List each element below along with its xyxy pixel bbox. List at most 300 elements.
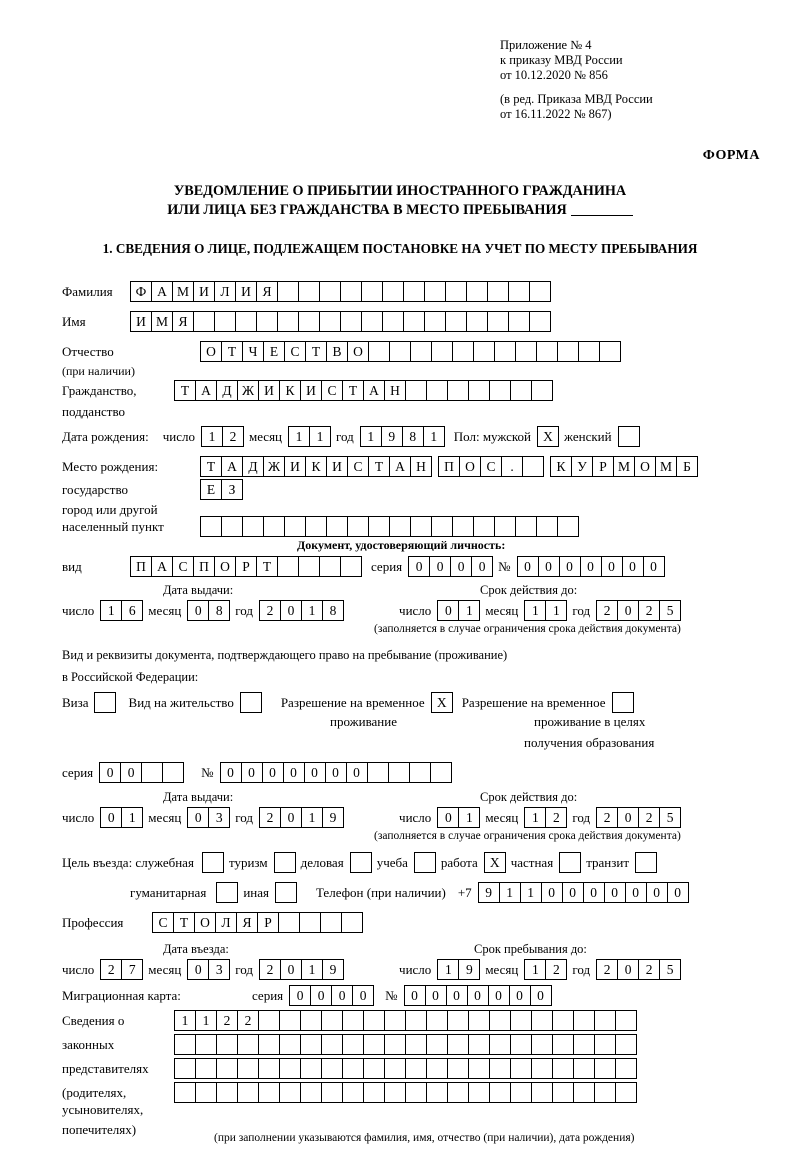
- form-cell[interactable]: П: [193, 556, 215, 577]
- form-cell[interactable]: [237, 1058, 259, 1079]
- form-cell[interactable]: 0: [280, 959, 302, 980]
- form-cell[interactable]: [363, 1010, 385, 1031]
- form-cell[interactable]: [426, 1058, 448, 1079]
- form-cell[interactable]: 0: [646, 882, 668, 903]
- form-cell[interactable]: 2: [638, 807, 660, 828]
- form-cell[interactable]: К: [279, 380, 301, 401]
- form-cell[interactable]: 0: [404, 985, 426, 1006]
- form-cell[interactable]: [559, 852, 581, 873]
- form-cell[interactable]: [405, 1058, 427, 1079]
- form-cell[interactable]: О: [347, 341, 369, 362]
- form-cell[interactable]: И: [130, 311, 152, 332]
- form-cell[interactable]: М: [151, 311, 173, 332]
- form-cell[interactable]: 1: [458, 807, 480, 828]
- form-cell[interactable]: 0: [99, 762, 121, 783]
- birth-year-boxes[interactable]: [360, 426, 444, 447]
- form-cell[interactable]: Д: [216, 380, 238, 401]
- form-cell[interactable]: Т: [221, 341, 243, 362]
- form-cell[interactable]: [447, 1082, 469, 1103]
- form-cell[interactable]: Ж: [237, 380, 259, 401]
- form-cell[interactable]: И: [300, 380, 322, 401]
- form-cell[interactable]: [342, 1010, 364, 1031]
- form-cell[interactable]: [473, 341, 495, 362]
- form-cell[interactable]: [216, 1034, 238, 1055]
- form-cell[interactable]: [384, 1082, 406, 1103]
- form-cell[interactable]: Т: [368, 456, 390, 477]
- form-cell[interactable]: А: [151, 556, 173, 577]
- form-cell[interactable]: 9: [381, 426, 403, 447]
- form-cell[interactable]: [305, 516, 327, 537]
- form-cell[interactable]: [240, 692, 262, 713]
- form-cell[interactable]: [258, 1082, 280, 1103]
- form-cell[interactable]: С: [284, 341, 306, 362]
- purpose-work-checkbox[interactable]: [484, 852, 505, 873]
- doc-issue-month-boxes[interactable]: [187, 600, 229, 621]
- form-cell[interactable]: [594, 1058, 616, 1079]
- form-cell[interactable]: [557, 516, 579, 537]
- form-cell[interactable]: 1: [301, 600, 323, 621]
- form-cell[interactable]: [466, 311, 488, 332]
- form-cell[interactable]: 0: [425, 985, 447, 1006]
- form-cell[interactable]: 0: [437, 600, 459, 621]
- form-cell[interactable]: 2: [259, 600, 281, 621]
- form-cell[interactable]: 1: [437, 959, 459, 980]
- form-cell[interactable]: Д: [242, 456, 264, 477]
- sex-male-checkbox[interactable]: [537, 426, 558, 447]
- form-cell[interactable]: 2: [222, 426, 244, 447]
- form-cell[interactable]: 0: [617, 600, 639, 621]
- form-cell[interactable]: [508, 311, 530, 332]
- form-cell[interactable]: [384, 1034, 406, 1055]
- form-cell[interactable]: 1: [499, 882, 521, 903]
- purpose-service-checkbox[interactable]: [202, 852, 223, 873]
- legal-rep-boxes-4[interactable]: [174, 1082, 636, 1103]
- form-cell[interactable]: 5: [659, 600, 681, 621]
- form-cell[interactable]: [494, 516, 516, 537]
- form-cell[interactable]: [367, 762, 389, 783]
- form-cell[interactable]: [350, 852, 372, 873]
- birth-day-boxes[interactable]: [201, 426, 243, 447]
- form-cell[interactable]: [536, 516, 558, 537]
- form-cell[interactable]: [341, 912, 363, 933]
- form-cell[interactable]: [426, 380, 448, 401]
- form-cell[interactable]: О: [194, 912, 216, 933]
- form-cell[interactable]: [242, 516, 264, 537]
- form-cell[interactable]: [468, 1034, 490, 1055]
- form-cell[interactable]: [279, 1058, 301, 1079]
- form-cell[interactable]: [342, 1034, 364, 1055]
- form-cell[interactable]: 3: [208, 959, 230, 980]
- migration-number-boxes[interactable]: [404, 985, 551, 1006]
- form-cell[interactable]: Т: [173, 912, 195, 933]
- form-cell[interactable]: [195, 1034, 217, 1055]
- form-cell[interactable]: [195, 1082, 217, 1103]
- form-cell[interactable]: О: [634, 456, 656, 477]
- form-cell[interactable]: [557, 341, 579, 362]
- form-cell[interactable]: З: [221, 479, 243, 500]
- form-cell[interactable]: 0: [467, 985, 489, 1006]
- legal-rep-boxes-1[interactable]: [174, 1010, 636, 1031]
- form-cell[interactable]: 0: [437, 807, 459, 828]
- form-cell[interactable]: 0: [220, 762, 242, 783]
- form-cell[interactable]: [321, 1082, 343, 1103]
- name-boxes[interactable]: [130, 311, 550, 332]
- form-cell[interactable]: [258, 1058, 280, 1079]
- form-cell[interactable]: [410, 516, 432, 537]
- form-cell[interactable]: [612, 692, 634, 713]
- form-cell[interactable]: [384, 1058, 406, 1079]
- form-cell[interactable]: [468, 1010, 490, 1031]
- form-cell[interactable]: [405, 1034, 427, 1055]
- form-cell[interactable]: 5: [659, 807, 681, 828]
- form-cell[interactable]: 0: [289, 985, 311, 1006]
- form-cell[interactable]: [237, 1082, 259, 1103]
- form-cell[interactable]: [274, 852, 296, 873]
- form-cell[interactable]: [508, 281, 530, 302]
- form-cell[interactable]: 0: [280, 600, 302, 621]
- form-cell[interactable]: [299, 912, 321, 933]
- form-cell[interactable]: [447, 1058, 469, 1079]
- form-cell[interactable]: [410, 341, 432, 362]
- doc-issue-day-boxes[interactable]: [100, 600, 142, 621]
- form-cell[interactable]: И: [258, 380, 280, 401]
- form-cell[interactable]: 8: [208, 600, 230, 621]
- form-cell[interactable]: [174, 1034, 196, 1055]
- form-cell[interactable]: 0: [446, 985, 468, 1006]
- form-cell[interactable]: 0: [325, 762, 347, 783]
- form-cell[interactable]: М: [613, 456, 635, 477]
- form-cell[interactable]: [298, 556, 320, 577]
- form-cell[interactable]: 0: [622, 556, 644, 577]
- form-cell[interactable]: [389, 516, 411, 537]
- patronymic-boxes[interactable]: [200, 341, 620, 362]
- form-cell[interactable]: 0: [120, 762, 142, 783]
- form-cell[interactable]: Б: [676, 456, 698, 477]
- purpose-other-checkbox[interactable]: [275, 882, 296, 903]
- form-cell[interactable]: 0: [187, 959, 209, 980]
- form-cell[interactable]: [237, 1034, 259, 1055]
- form-cell[interactable]: [298, 281, 320, 302]
- form-cell[interactable]: 1: [121, 807, 143, 828]
- form-cell[interactable]: 2: [545, 959, 567, 980]
- form-cell[interactable]: [279, 1034, 301, 1055]
- form-cell[interactable]: 2: [596, 600, 618, 621]
- form-cell[interactable]: [510, 1010, 532, 1031]
- form-cell[interactable]: 2: [545, 807, 567, 828]
- form-cell[interactable]: [531, 1010, 553, 1031]
- form-cell[interactable]: 0: [617, 959, 639, 980]
- form-cell[interactable]: [389, 341, 411, 362]
- form-cell[interactable]: [635, 852, 657, 873]
- form-cell[interactable]: [284, 516, 306, 537]
- form-cell[interactable]: С: [480, 456, 502, 477]
- form-cell[interactable]: [300, 1058, 322, 1079]
- form-cell[interactable]: 0: [187, 600, 209, 621]
- form-cell[interactable]: 0: [580, 556, 602, 577]
- form-cell[interactable]: [300, 1034, 322, 1055]
- form-cell[interactable]: 1: [301, 807, 323, 828]
- form-cell[interactable]: 0: [100, 807, 122, 828]
- form-cell[interactable]: 2: [638, 600, 660, 621]
- form-cell[interactable]: Р: [235, 556, 257, 577]
- stay-year-boxes[interactable]: [596, 959, 680, 980]
- form-cell[interactable]: [424, 311, 446, 332]
- form-cell[interactable]: [300, 1082, 322, 1103]
- form-cell[interactable]: 1: [545, 600, 567, 621]
- birth-city-boxes-row3[interactable]: [200, 516, 578, 537]
- form-cell[interactable]: [321, 1058, 343, 1079]
- temp-residence-checkbox[interactable]: [431, 692, 452, 713]
- form-cell[interactable]: [489, 1010, 511, 1031]
- form-cell[interactable]: Т: [174, 380, 196, 401]
- entry-day-boxes[interactable]: [100, 959, 142, 980]
- form-cell[interactable]: [409, 762, 431, 783]
- form-cell[interactable]: Я: [236, 912, 258, 933]
- form-cell[interactable]: [405, 1010, 427, 1031]
- form-cell[interactable]: 0: [617, 807, 639, 828]
- form-cell[interactable]: [515, 516, 537, 537]
- form-cell[interactable]: А: [363, 380, 385, 401]
- form-cell[interactable]: [277, 281, 299, 302]
- permit-number-boxes[interactable]: [220, 762, 451, 783]
- residence-permit-checkbox[interactable]: [240, 692, 261, 713]
- form-cell[interactable]: [319, 281, 341, 302]
- form-cell[interactable]: [487, 311, 509, 332]
- form-cell[interactable]: [531, 380, 553, 401]
- form-cell[interactable]: [615, 1058, 637, 1079]
- permit-valid-month-boxes[interactable]: [524, 807, 566, 828]
- form-cell[interactable]: [141, 762, 163, 783]
- form-cell[interactable]: [298, 311, 320, 332]
- form-cell[interactable]: [202, 852, 224, 873]
- purpose-humanitarian-checkbox[interactable]: [216, 882, 237, 903]
- form-cell[interactable]: 0: [601, 556, 623, 577]
- form-cell[interactable]: [368, 341, 390, 362]
- form-cell[interactable]: 0: [346, 762, 368, 783]
- form-cell[interactable]: [235, 311, 257, 332]
- form-cell[interactable]: [447, 1034, 469, 1055]
- form-cell[interactable]: 0: [187, 807, 209, 828]
- form-cell[interactable]: [489, 1058, 511, 1079]
- form-cell[interactable]: [368, 516, 390, 537]
- form-cell[interactable]: [342, 1082, 364, 1103]
- form-cell[interactable]: [347, 516, 369, 537]
- legal-rep-boxes-2[interactable]: [174, 1034, 636, 1055]
- form-cell[interactable]: [363, 1058, 385, 1079]
- form-cell[interactable]: С: [347, 456, 369, 477]
- form-cell[interactable]: 9: [478, 882, 500, 903]
- form-cell[interactable]: [388, 762, 410, 783]
- form-cell[interactable]: 2: [100, 959, 122, 980]
- form-cell[interactable]: [319, 556, 341, 577]
- form-cell[interactable]: [445, 311, 467, 332]
- form-cell[interactable]: Т: [342, 380, 364, 401]
- permit-issue-day-boxes[interactable]: [100, 807, 142, 828]
- form-cell[interactable]: Р: [257, 912, 279, 933]
- form-cell[interactable]: [277, 311, 299, 332]
- doc-valid-month-boxes[interactable]: [524, 600, 566, 621]
- form-cell[interactable]: [447, 380, 469, 401]
- form-cell[interactable]: [279, 1010, 301, 1031]
- form-cell[interactable]: [405, 380, 427, 401]
- form-cell[interactable]: [573, 1082, 595, 1103]
- legal-rep-boxes-3[interactable]: [174, 1058, 636, 1079]
- form-cell[interactable]: 0: [604, 882, 626, 903]
- form-cell[interactable]: [510, 380, 532, 401]
- form-cell[interactable]: С: [321, 380, 343, 401]
- form-cell[interactable]: 9: [322, 807, 344, 828]
- form-cell[interactable]: 2: [216, 1010, 238, 1031]
- form-cell[interactable]: 0: [517, 556, 539, 577]
- form-cell[interactable]: 1: [100, 600, 122, 621]
- form-cell[interactable]: П: [438, 456, 460, 477]
- form-cell[interactable]: [573, 1034, 595, 1055]
- form-cell[interactable]: [468, 380, 490, 401]
- form-cell[interactable]: [618, 426, 640, 447]
- form-cell[interactable]: [468, 1058, 490, 1079]
- form-cell[interactable]: 0: [643, 556, 665, 577]
- form-cell[interactable]: [216, 1082, 238, 1103]
- form-cell[interactable]: [594, 1082, 616, 1103]
- form-cell[interactable]: [552, 1082, 574, 1103]
- form-cell[interactable]: [510, 1058, 532, 1079]
- form-cell[interactable]: О: [200, 341, 222, 362]
- form-cell[interactable]: [361, 311, 383, 332]
- form-cell[interactable]: Я: [172, 311, 194, 332]
- form-cell[interactable]: 0: [488, 985, 510, 1006]
- form-cell[interactable]: Н: [410, 456, 432, 477]
- form-cell[interactable]: 1: [309, 426, 331, 447]
- form-cell[interactable]: [552, 1010, 574, 1031]
- form-cell[interactable]: 0: [471, 556, 493, 577]
- form-cell[interactable]: 1: [524, 959, 546, 980]
- form-cell[interactable]: [300, 1010, 322, 1031]
- form-cell[interactable]: [275, 882, 297, 903]
- form-cell[interactable]: [431, 516, 453, 537]
- form-cell[interactable]: [263, 516, 285, 537]
- form-cell[interactable]: 2: [596, 959, 618, 980]
- form-cell[interactable]: [531, 1058, 553, 1079]
- form-cell[interactable]: И: [193, 281, 215, 302]
- entry-month-boxes[interactable]: [187, 959, 229, 980]
- birth-city-boxes-b[interactable]: [550, 456, 697, 477]
- form-cell[interactable]: [426, 1034, 448, 1055]
- form-cell[interactable]: [487, 281, 509, 302]
- form-cell[interactable]: А: [195, 380, 217, 401]
- doc-valid-year-boxes[interactable]: [596, 600, 680, 621]
- surname-boxes[interactable]: [130, 281, 550, 302]
- form-cell[interactable]: 0: [541, 882, 563, 903]
- form-cell[interactable]: 0: [331, 985, 353, 1006]
- permit-valid-year-boxes[interactable]: [596, 807, 680, 828]
- form-cell[interactable]: 0: [625, 882, 647, 903]
- form-cell[interactable]: .: [501, 456, 523, 477]
- form-cell[interactable]: [510, 1034, 532, 1055]
- form-cell[interactable]: [489, 1034, 511, 1055]
- form-cell[interactable]: 0: [559, 556, 581, 577]
- form-cell[interactable]: 0: [538, 556, 560, 577]
- form-cell[interactable]: 0: [583, 882, 605, 903]
- form-cell[interactable]: Л: [214, 281, 236, 302]
- edu-residence-checkbox[interactable]: [612, 692, 633, 713]
- form-cell[interactable]: [174, 1082, 196, 1103]
- form-cell[interactable]: [193, 311, 215, 332]
- form-cell[interactable]: [615, 1082, 637, 1103]
- form-cell[interactable]: 8: [402, 426, 424, 447]
- form-cell[interactable]: [279, 1082, 301, 1103]
- form-cell[interactable]: [195, 1058, 217, 1079]
- form-cell[interactable]: И: [326, 456, 348, 477]
- form-cell[interactable]: 1: [195, 1010, 217, 1031]
- form-cell[interactable]: [466, 281, 488, 302]
- form-cell[interactable]: Т: [200, 456, 222, 477]
- purpose-private-checkbox[interactable]: [559, 852, 580, 873]
- form-cell[interactable]: [445, 281, 467, 302]
- form-cell[interactable]: 6: [121, 600, 143, 621]
- permit-issue-month-boxes[interactable]: [187, 807, 229, 828]
- form-cell[interactable]: [473, 516, 495, 537]
- doc-series-boxes[interactable]: [408, 556, 492, 577]
- form-cell[interactable]: [319, 311, 341, 332]
- form-cell[interactable]: [573, 1010, 595, 1031]
- form-cell[interactable]: 1: [458, 600, 480, 621]
- form-cell[interactable]: П: [130, 556, 152, 577]
- purpose-tourism-checkbox[interactable]: [274, 852, 295, 873]
- form-cell[interactable]: [256, 311, 278, 332]
- form-cell[interactable]: [340, 556, 362, 577]
- form-cell[interactable]: [536, 341, 558, 362]
- form-cell[interactable]: 0: [429, 556, 451, 577]
- form-cell[interactable]: [326, 516, 348, 537]
- form-cell[interactable]: [361, 281, 383, 302]
- form-cell[interactable]: 2: [638, 959, 660, 980]
- form-cell[interactable]: 1: [520, 882, 542, 903]
- form-cell[interactable]: [258, 1010, 280, 1031]
- form-cell[interactable]: [531, 1034, 553, 1055]
- form-cell[interactable]: [430, 762, 452, 783]
- form-cell[interactable]: С: [152, 912, 174, 933]
- form-cell[interactable]: [489, 380, 511, 401]
- form-cell[interactable]: А: [151, 281, 173, 302]
- form-cell[interactable]: [578, 341, 600, 362]
- form-cell[interactable]: М: [172, 281, 194, 302]
- form-cell[interactable]: [529, 311, 551, 332]
- form-cell[interactable]: [382, 281, 404, 302]
- form-cell[interactable]: 1: [360, 426, 382, 447]
- form-cell[interactable]: 0: [352, 985, 374, 1006]
- form-cell[interactable]: Р: [592, 456, 614, 477]
- form-cell[interactable]: [200, 516, 222, 537]
- form-cell[interactable]: [278, 912, 300, 933]
- migration-series-boxes[interactable]: [289, 985, 373, 1006]
- form-cell[interactable]: С: [172, 556, 194, 577]
- form-cell[interactable]: 0: [530, 985, 552, 1006]
- form-cell[interactable]: X: [431, 692, 453, 713]
- form-cell[interactable]: Е: [200, 479, 222, 500]
- form-cell[interactable]: 1: [288, 426, 310, 447]
- form-cell[interactable]: [340, 281, 362, 302]
- form-cell[interactable]: [403, 281, 425, 302]
- form-cell[interactable]: Н: [384, 380, 406, 401]
- form-cell[interactable]: 0: [280, 807, 302, 828]
- form-cell[interactable]: [452, 516, 474, 537]
- form-cell[interactable]: 0: [241, 762, 263, 783]
- form-cell[interactable]: [414, 852, 436, 873]
- form-cell[interactable]: [321, 1034, 343, 1055]
- stay-day-boxes[interactable]: [437, 959, 479, 980]
- form-cell[interactable]: 0: [450, 556, 472, 577]
- form-cell[interactable]: [594, 1010, 616, 1031]
